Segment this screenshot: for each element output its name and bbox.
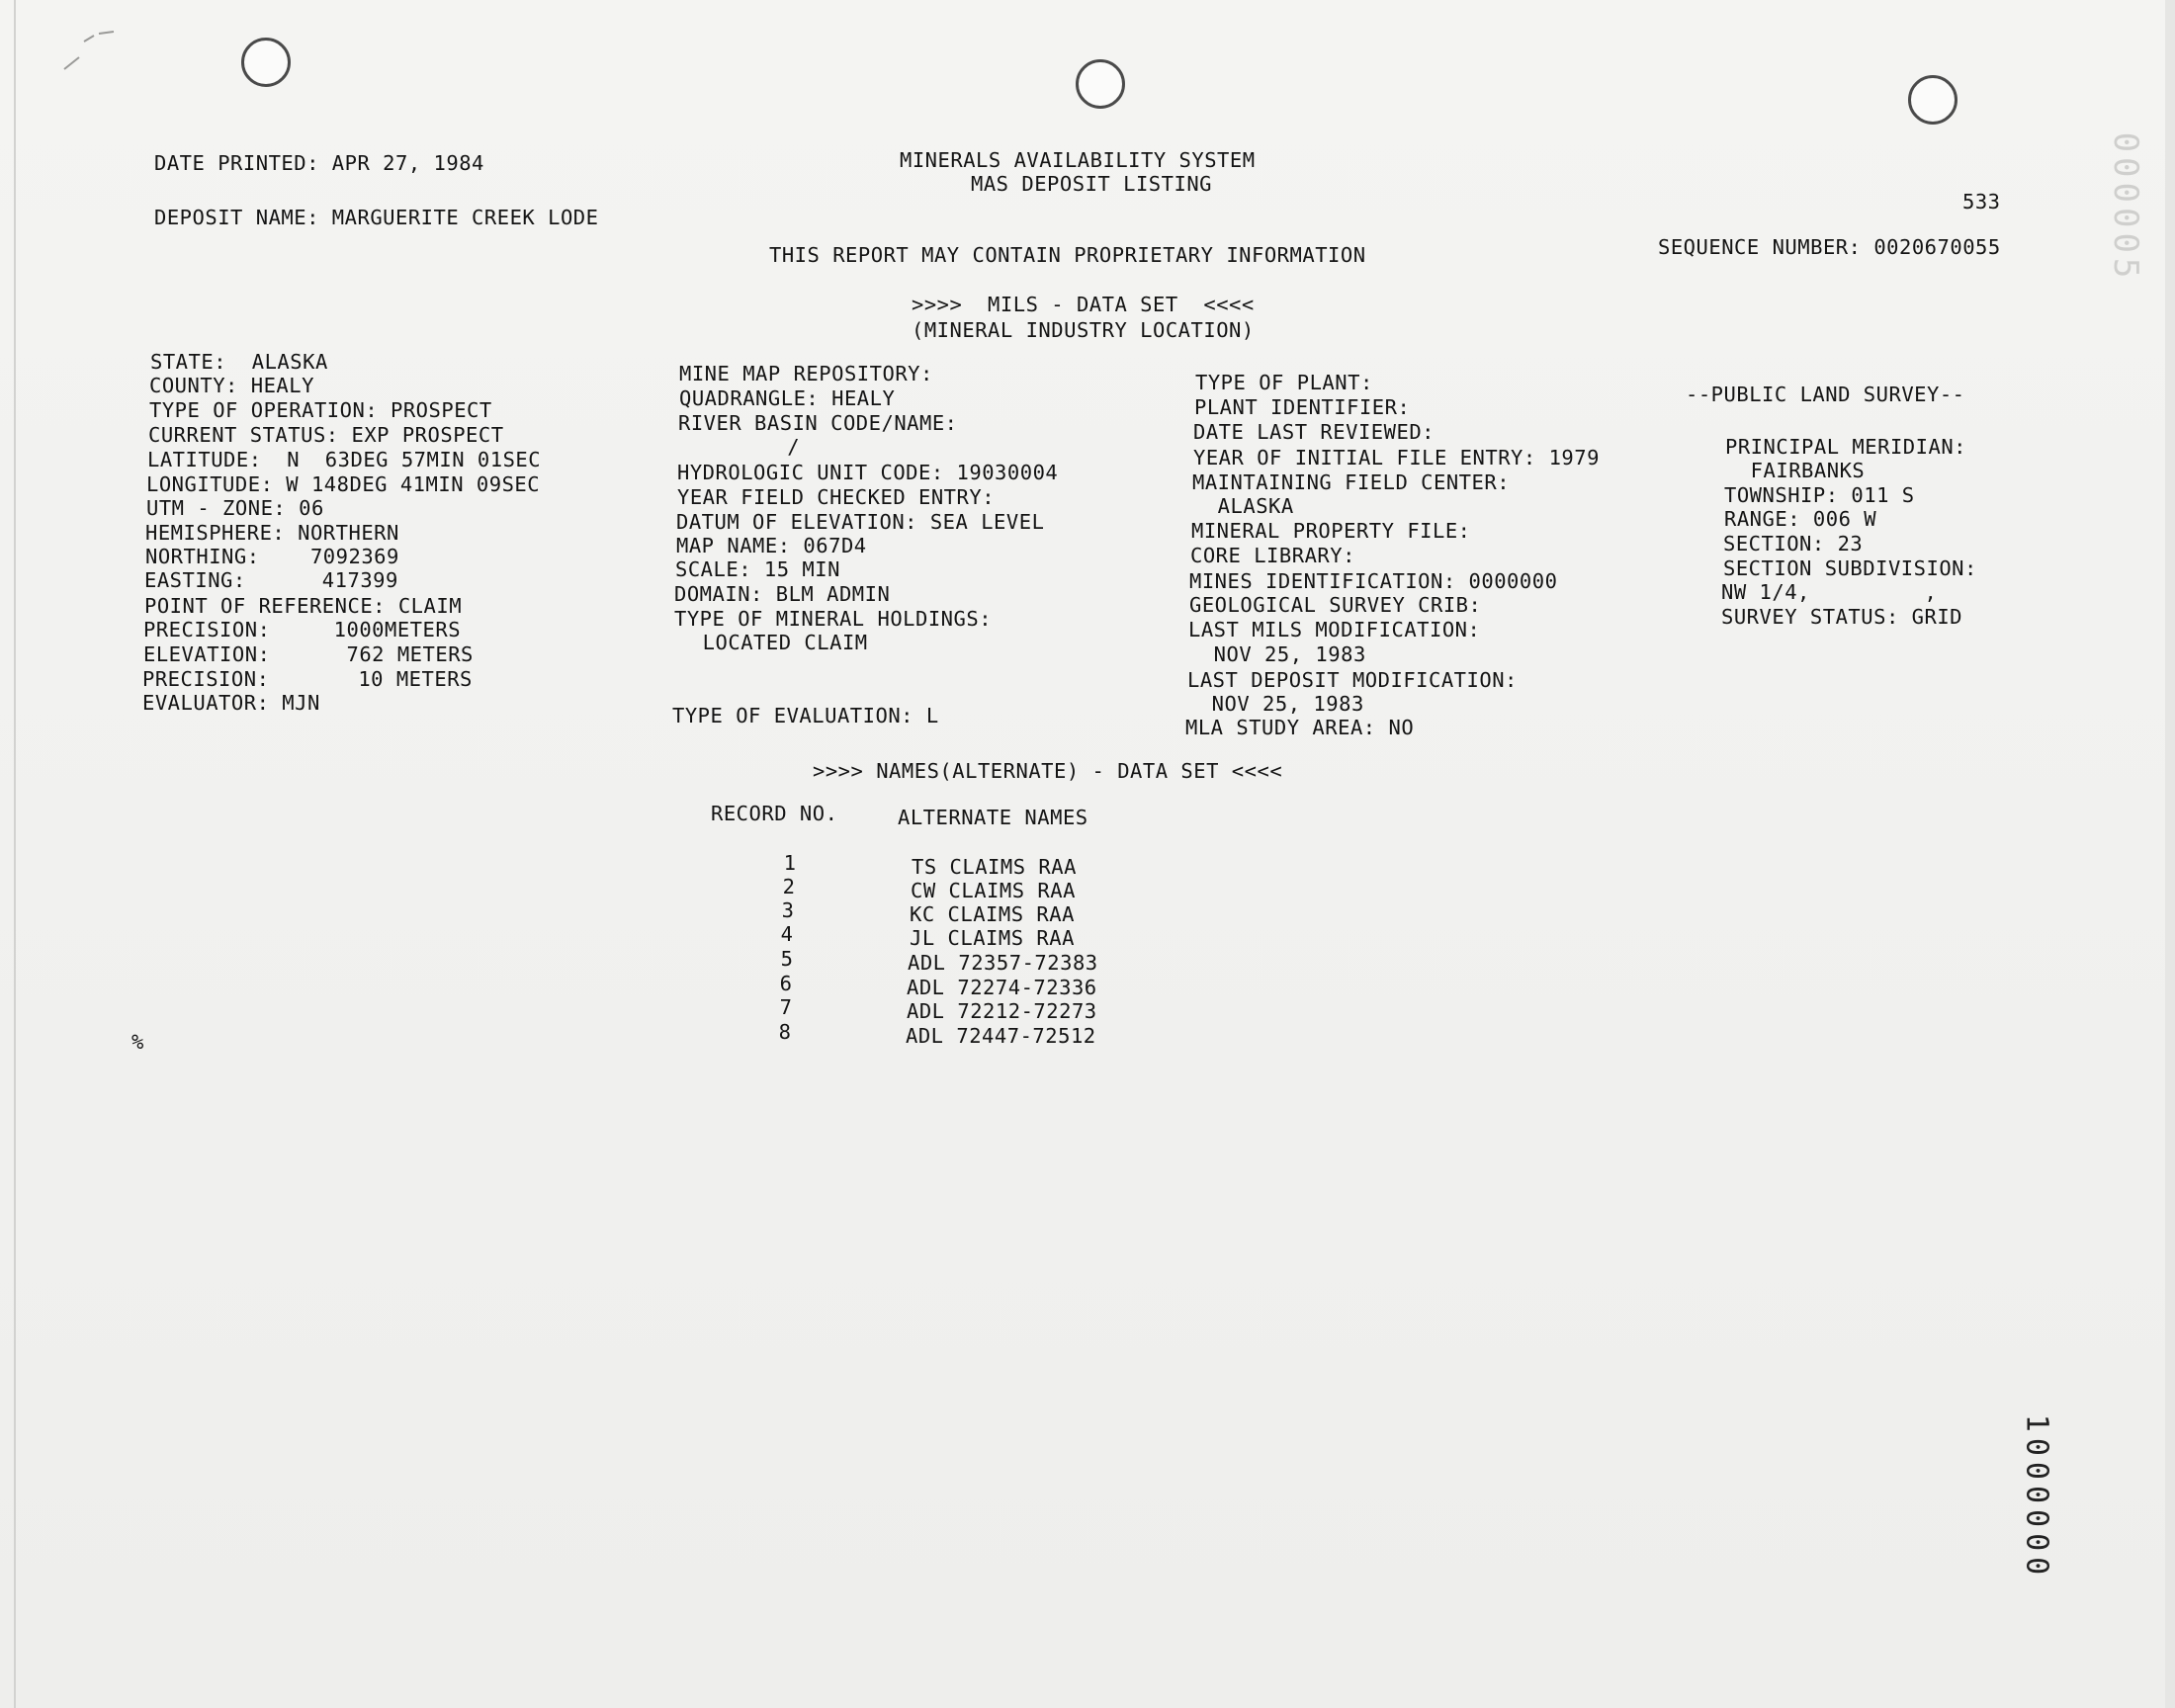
field-section-subdivision-value: NW 1/4, , [1721,580,1938,604]
field-map-name: MAP NAME: 067D4 [676,534,867,557]
table-row-record-no: 6 [779,972,792,995]
table-row-alternate-name: KC CLAIMS RAA [910,902,1075,926]
field-section: SECTION: 23 [1723,532,1864,555]
field-plant-identifier: PLANT IDENTIFIER: [1194,395,1411,419]
field-current-status: CURRENT STATUS: EXP PROSPECT [148,423,504,447]
field-survey-status: SURVEY STATUS: GRID [1721,605,1962,629]
field-mineral-holdings-value: LOCATED CLAIM [677,631,868,654]
page-number: 533 [1962,190,2001,214]
side-stamp-number [1997,1404,2076,1591]
field-year-field-checked: YEAR FIELD CHECKED ENTRY: [677,485,996,509]
field-type-of-mineral-holdings: TYPE OF MINERAL HOLDINGS: [674,607,993,631]
field-latitude: LATITUDE: N 63DEG 57MIN 01SEC [147,448,542,471]
page-right-edge [2165,0,2175,1708]
field-last-mils-modification-date: NOV 25, 1983 [1188,642,1366,666]
field-field-center-value: ALASKA [1192,494,1294,518]
table-row-record-no: 1 [783,851,796,875]
field-year-initial-file-entry: YEAR OF INITIAL FILE ENTRY: 1979 [1193,446,1600,470]
field-longitude: LONGITUDE: W 148DEG 41MIN 09SEC [146,472,541,496]
field-point-of-reference: POINT OF REFERENCE: CLAIM [144,594,463,618]
field-hemisphere: HEMISPHERE: NORTHERN [145,521,399,545]
date-printed: DATE PRINTED: APR 27, 1984 [154,151,484,175]
field-mla-study-area: MLA STUDY AREA: NO [1185,716,1415,739]
field-northing: NORTHING: 7092369 [145,545,399,568]
field-core-library: CORE LIBRARY: [1190,544,1355,567]
field-river-basin: RIVER BASIN CODE/NAME: [678,411,958,435]
table-row-alternate-name: ADL 72212-72273 [907,999,1097,1023]
field-township: TOWNSHIP: 011 S [1724,483,1915,507]
field-domain: DOMAIN: BLM ADMIN [674,582,891,606]
names-section-title: >>>> NAMES(ALTERNATE) - DATA SET <<<< [813,759,1283,783]
field-range: RANGE: 006 W [1724,507,1877,531]
field-precision-location: PRECISION: 1000METERS [143,618,462,641]
field-last-mils-modification: LAST MILS MODIFICATION: [1188,618,1481,641]
field-type-of-plant: TYPE OF PLANT: [1195,371,1373,394]
side-stamp-text: 1000000 [2019,1413,2054,1581]
field-type-of-evaluation: TYPE OF EVALUATION: L [672,704,939,727]
proprietary-notice: THIS REPORT MAY CONTAIN PROPRIETARY INFORMATION [769,243,1366,267]
listing-title: MAS DEPOSIT LISTING [971,172,1212,196]
field-scale: SCALE: 15 MIN [675,557,840,581]
table-row-alternate-name: ADL 72274-72336 [907,976,1097,999]
field-type-of-operation: TYPE OF OPERATION: PROSPECT [149,398,492,422]
field-mine-map-repository: MINE MAP REPOSITORY: [679,362,933,385]
mils-section-title: >>>> MILS - DATA SET <<<< [912,293,1255,316]
field-geological-survey-crib: GEOLOGICAL SURVEY CRIB: [1189,593,1482,617]
page-left-edge [14,0,16,1708]
table-row-record-no: 3 [781,898,794,922]
table-row-alternate-name: CW CLAIMS RAA [911,879,1076,902]
faint-stamp-text: 000005 [2106,131,2145,284]
table-row-record-no: 4 [780,922,793,946]
faint-stamp-number [2086,99,2165,316]
field-mineral-property-file: MINERAL PROPERTY FILE: [1191,519,1471,543]
public-land-survey-title: --PUBLIC LAND SURVEY-- [1686,383,1965,406]
table-row-alternate-name: ADL 72447-72512 [906,1024,1096,1048]
field-easting: EASTING: 417399 [144,568,398,592]
margin-percent-mark: % [131,1030,144,1054]
deposit-name: DEPOSIT NAME: MARGUERITE CREEK LODE [154,206,599,229]
table-row-alternate-name: TS CLAIMS RAA [912,855,1077,879]
field-state: STATE: ALASKA [150,350,328,374]
names-col-record-no: RECORD NO. [711,802,838,825]
system-title: MINERALS AVAILABILITY SYSTEM [900,148,1256,172]
table-row-record-no: 8 [778,1020,791,1044]
table-row-alternate-name: ADL 72357-72383 [908,951,1098,975]
punch-hole-left [241,38,291,87]
field-county: COUNTY: HEALY [149,374,314,397]
field-last-deposit-modification-date: NOV 25, 1983 [1186,692,1364,716]
field-hydrologic-unit-code: HYDROLOGIC UNIT CODE: 19030004 [677,461,1059,484]
field-principal-meridian: PRINCIPAL MERIDIAN: [1725,435,1966,459]
table-row-record-no: 2 [782,875,795,898]
names-col-alternate-names: ALTERNATE NAMES [898,806,1088,829]
field-evaluator: EVALUATOR: MJN [142,691,320,715]
field-date-last-reviewed: DATE LAST REVIEWED: [1193,420,1435,444]
field-datum-of-elevation: DATUM OF ELEVATION: SEA LEVEL [676,510,1045,534]
sequence-number: SEQUENCE NUMBER: 0020670055 [1658,235,2001,259]
field-last-deposit-modification: LAST DEPOSIT MODIFICATION: [1187,668,1518,692]
field-maintaining-field-center: MAINTAINING FIELD CENTER: [1192,470,1511,494]
table-row-record-no: 7 [779,995,792,1019]
field-precision-elevation: PRECISION: 10 METERS [142,667,473,691]
table-row-alternate-name: JL CLAIMS RAA [910,926,1075,950]
punch-hole-center [1076,59,1125,109]
field-quadrangle: QUADRANGLE: HEALY [679,386,896,410]
field-river-basin-value: / [648,435,801,459]
mils-section-subtitle: (MINERAL INDUSTRY LOCATION) [912,318,1255,342]
field-elevation: ELEVATION: 762 METERS [143,642,474,666]
field-mines-identification: MINES IDENTIFICATION: 0000000 [1189,569,1558,593]
pencil-mark [54,30,124,79]
field-utm-zone: UTM - ZONE: 06 [146,496,324,520]
field-section-subdivision: SECTION SUBDIVISION: [1723,556,1977,580]
field-principal-meridian-value: FAIRBANKS [1725,459,1866,482]
table-row-record-no: 5 [780,947,793,971]
punch-hole-right [1908,75,1958,125]
